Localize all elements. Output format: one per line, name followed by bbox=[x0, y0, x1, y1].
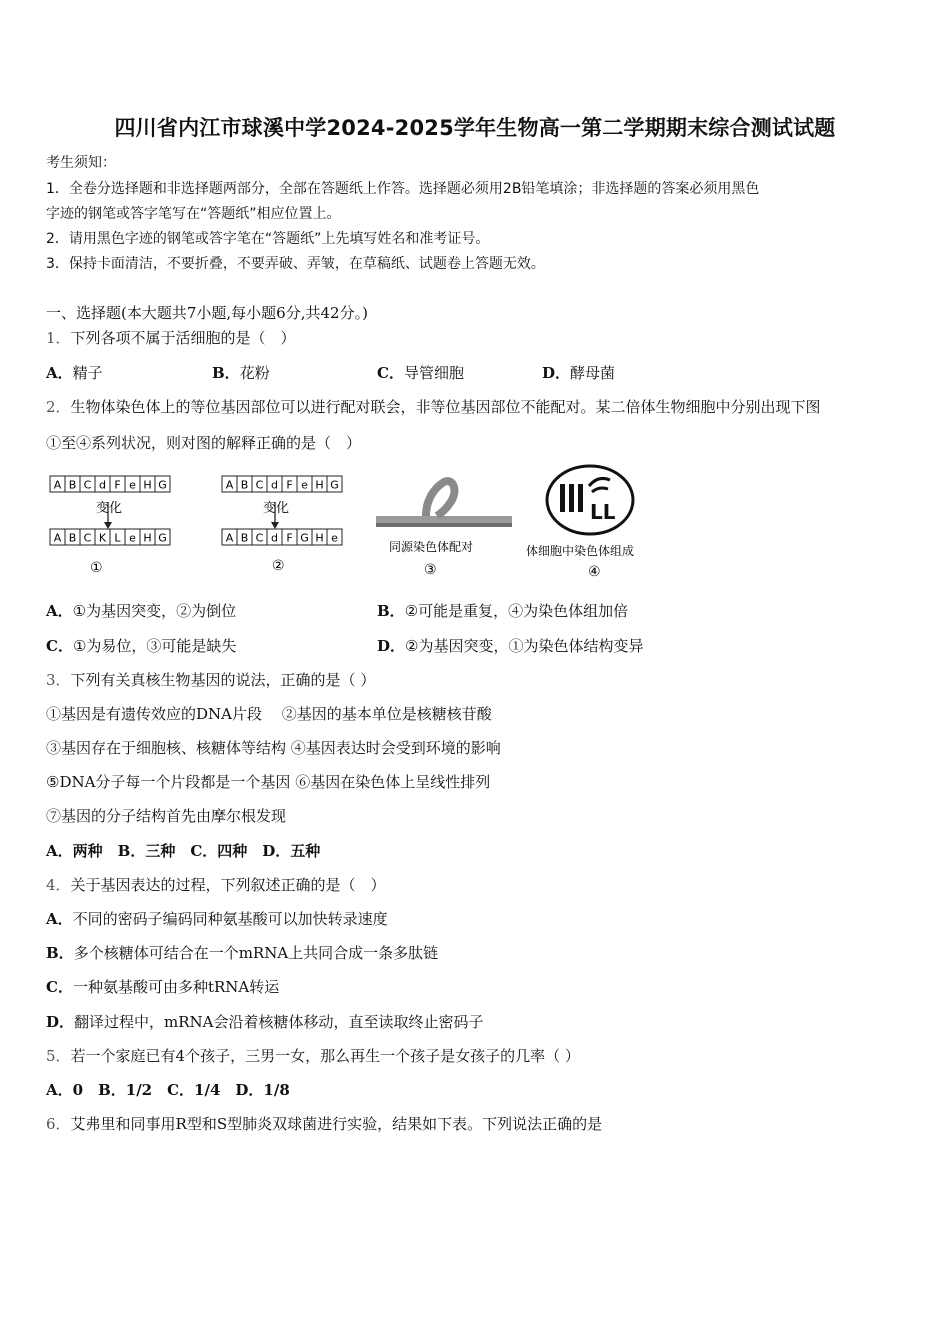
q4-option-a: A．不同的密码子编码同种氨基酸可以加快转录速度 bbox=[46, 910, 388, 928]
change-label: 变化 bbox=[263, 501, 290, 516]
gene-label: F bbox=[286, 478, 293, 492]
question-4 bbox=[46, 874, 386, 895]
q3-statement: ①基因是有遗传效应的DNA片段 ②基因的基本单位是核糖核苷酸 bbox=[46, 705, 492, 723]
gene-label: K bbox=[98, 531, 107, 545]
question-stem: 下列有关真核生物基因的说法，正确的是（ ） bbox=[70, 671, 376, 689]
question-stem-line1: 生物体染色体上的等位基因部位可以进行配对联会，非等位基因部位不能配对。某二倍体生物细胞中分别出现下图 bbox=[70, 398, 821, 416]
gene-label: H bbox=[143, 531, 152, 545]
gene-label: e bbox=[129, 531, 136, 545]
arrow-down-icon bbox=[104, 522, 112, 529]
gene-label: A bbox=[53, 478, 62, 492]
figure-4-cell-chromosomes bbox=[520, 462, 660, 584]
q2-option-a: A．①为基因突变，②为倒位 bbox=[46, 602, 237, 620]
gene-label: H bbox=[315, 478, 324, 492]
chromosome-arc bbox=[592, 488, 608, 492]
q2-option-c: C．①为易位，③可能是缺失 bbox=[46, 637, 237, 655]
gene-label: B bbox=[240, 478, 249, 492]
figure-label: ③ bbox=[424, 562, 437, 578]
notice-item-1-cont: 字迹的钢笔或答字笔写在“答题纸”相应位置上。 bbox=[46, 206, 341, 222]
chromosome-arc bbox=[589, 478, 610, 486]
question-number: 5． bbox=[46, 1047, 71, 1065]
question-number: 2． bbox=[46, 398, 71, 416]
q3-options: A．两种 B．三种 C．四种 D．五种 bbox=[46, 842, 321, 860]
q1-option-a: A．精子 bbox=[46, 364, 103, 382]
gene-label: G bbox=[300, 531, 309, 545]
gene-label: e bbox=[301, 478, 308, 492]
gene-label: d bbox=[271, 478, 278, 492]
question-1 bbox=[46, 327, 296, 348]
figure-label: ④ bbox=[588, 564, 601, 580]
chromosome-loop bbox=[426, 481, 454, 516]
gene-label: G bbox=[158, 478, 167, 492]
question-3 bbox=[46, 669, 375, 690]
gene-label: e bbox=[331, 531, 338, 545]
gene-label: B bbox=[68, 478, 77, 492]
exam-title: 四川省内江市球溪中学2024-2025学年生物高一第二学期期末综合测试试题 bbox=[114, 116, 836, 140]
gene-label: C bbox=[83, 531, 92, 545]
change-label: 变化 bbox=[96, 501, 123, 516]
question-number: 1． bbox=[46, 329, 71, 347]
gene-label: F bbox=[114, 478, 121, 492]
gene-label: H bbox=[315, 531, 324, 545]
gene-label: F bbox=[286, 531, 293, 545]
q4-option-d: D．翻译过程中，mRNA会沿着核糖体移动，直至读取终止密码子 bbox=[46, 1013, 484, 1031]
question-number: 3． bbox=[46, 671, 71, 689]
gene-label: C bbox=[83, 478, 92, 492]
q1-option-d: D．酵母菌 bbox=[542, 364, 616, 382]
question-stem: 若一个家庭已有4个孩子，三男一女，那么再生一个孩子是女孩子的几率（ ） bbox=[70, 1047, 580, 1065]
question-number: 4． bbox=[46, 876, 71, 894]
q4-option-c: C．一种氨基酸可由多种tRNA转运 bbox=[46, 978, 280, 996]
notice-item-3: 3．保持卡面清洁，不要折叠，不要弄破、弄皱，在草稿纸、试题卷上答题无效。 bbox=[46, 256, 545, 272]
q3-statement: ⑦基因的分子结构首先由摩尔根发现 bbox=[46, 807, 287, 825]
q2-option-b: B．②可能是重复，④为染色体组加倍 bbox=[377, 602, 629, 620]
question-stem: 艾弗里和同事用R型和S型肺炎双球菌进行实验，结果如下表。下列说法正确的是 bbox=[70, 1115, 603, 1133]
chromosome-long bbox=[569, 484, 574, 512]
question-6 bbox=[46, 1113, 602, 1134]
question-5 bbox=[46, 1045, 580, 1066]
question-stem: 下列各项不属于活细胞的是（ ） bbox=[70, 329, 296, 347]
gene-label: G bbox=[330, 478, 339, 492]
question-number: 6． bbox=[46, 1115, 71, 1133]
gene-label: d bbox=[99, 478, 106, 492]
q4-option-b: B．多个核糖体可结合在一个mRNA上共同合成一条多肽链 bbox=[46, 944, 439, 962]
figure-1-inversion bbox=[48, 462, 178, 581]
figure-label: ① bbox=[90, 560, 103, 576]
gene-label: A bbox=[225, 531, 234, 545]
q1-option-c: C．导管细胞 bbox=[377, 364, 464, 382]
section-heading: 一、选择题(本大题共7小题,每小题6分,共42分。) bbox=[46, 304, 368, 322]
figure-caption: 体细胞中染色体组成 bbox=[526, 544, 635, 558]
chromosome-long bbox=[560, 484, 565, 512]
chromosome-short: LL bbox=[590, 500, 616, 524]
arrow-down-icon bbox=[271, 522, 279, 529]
chromosome-bar-lower bbox=[376, 523, 512, 527]
gene-label: C bbox=[255, 531, 264, 545]
q3-statement: ③基因存在于细胞核、核糖体等结构 ④基因表达时会受到环境的影响 bbox=[46, 739, 501, 757]
gene-label: B bbox=[240, 531, 249, 545]
q3-statement: ⑤DNA分子每一个片段都是一个基因 ⑥基因在染色体上呈线性排列 bbox=[46, 773, 491, 791]
q1-option-b: B．花粉 bbox=[212, 364, 270, 382]
notice-header: 考生须知： bbox=[46, 155, 116, 171]
gene-label: B bbox=[68, 531, 77, 545]
figure-label: ② bbox=[272, 558, 285, 574]
figure-2-inversion bbox=[220, 462, 350, 581]
question-stem: 关于基因表达的过程，下列叙述正确的是（ ） bbox=[70, 876, 386, 894]
gene-label: L bbox=[114, 531, 121, 545]
notice-item-2: 2．请用黑色字迹的钢笔或答字笔在“答题纸”上先填写姓名和准考证号。 bbox=[46, 231, 490, 247]
figure-caption: 同源染色体配对 bbox=[389, 540, 474, 554]
gene-label: A bbox=[53, 531, 62, 545]
q2-option-d: D．②为基因突变，①为染色体结构变异 bbox=[377, 637, 644, 655]
gene-label: H bbox=[143, 478, 152, 492]
figure-3-homolog-pairing bbox=[374, 470, 519, 584]
question-2-cont: ①至④系列状况，则对图的解释正确的是（ ） bbox=[46, 434, 362, 452]
question-2 bbox=[46, 396, 821, 417]
gene-label: G bbox=[158, 531, 167, 545]
q5-options: A．0 B．1/2 C．1/4 D．1/8 bbox=[46, 1081, 290, 1099]
gene-label: e bbox=[129, 478, 136, 492]
chromosome-long bbox=[578, 484, 583, 512]
gene-label: C bbox=[255, 478, 264, 492]
notice-item-1: 1．全卷分选择题和非选择题两部分，全部在答题纸上作答。选择题必须用2B铅笔填涂；非选择题的答案必须用黑色 bbox=[46, 181, 760, 197]
gene-label: d bbox=[271, 531, 278, 545]
gene-label: A bbox=[225, 478, 234, 492]
